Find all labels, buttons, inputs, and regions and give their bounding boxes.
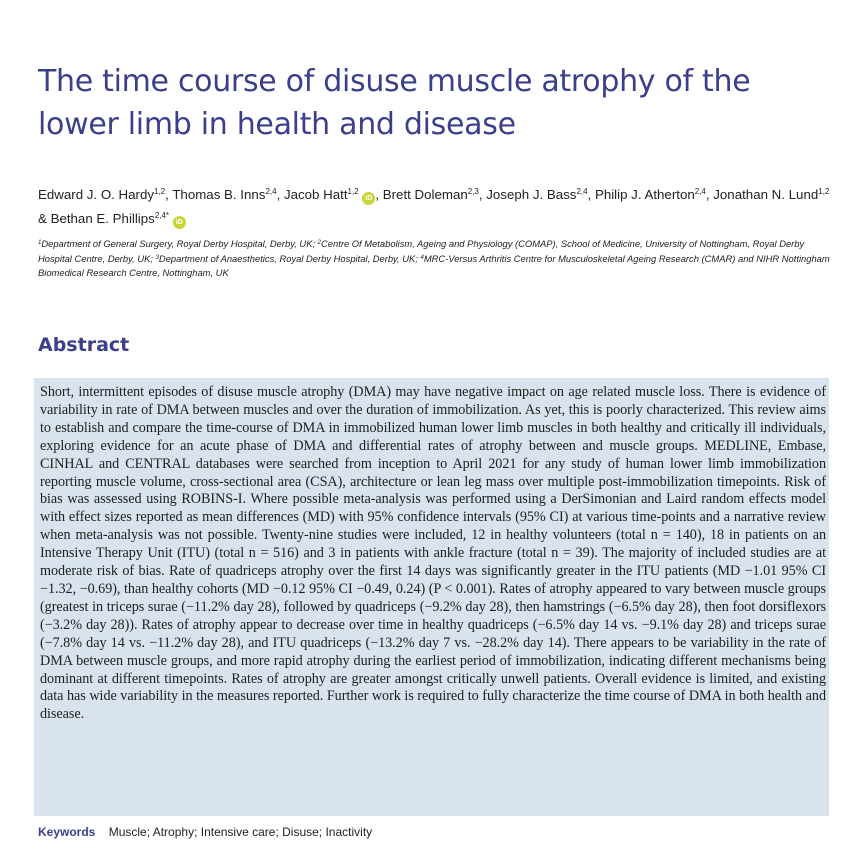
author-affiliation-mark: 2,4* xyxy=(154,211,170,220)
author-affiliation-mark: 2,4 xyxy=(576,187,588,196)
author-name[interactable]: Joseph J. Bass xyxy=(486,187,577,202)
author-name[interactable]: Thomas B. Inns xyxy=(172,187,266,202)
affiliation-number: 3 xyxy=(155,255,159,261)
affiliation-text: Department of Anaesthetics, Royal Derby Hospital, Derby, UK; xyxy=(158,253,421,264)
author-name[interactable]: Bethan E. Phillips xyxy=(50,211,155,226)
orcid-icon[interactable]: iD xyxy=(362,192,375,205)
author-affiliation-mark: 1,2 xyxy=(818,187,830,196)
author-name[interactable]: Brett Doleman xyxy=(382,187,468,202)
author-affiliation-mark: 1,2 xyxy=(154,187,166,196)
affiliation-number: 4 xyxy=(420,255,424,261)
keywords-list: Muscle; Atrophy; Intensive care; Disuse; Inactivity xyxy=(108,825,373,839)
keywords-label: Keywords xyxy=(38,825,96,839)
orcid-icon[interactable]: iD xyxy=(173,216,186,229)
author-name[interactable]: Edward J. O. Hardy xyxy=(38,187,155,202)
author-affiliation-mark: 2,4 xyxy=(265,187,277,196)
author-affiliation-mark: 1,2 xyxy=(347,187,359,196)
abstract-text: Short, intermittent episodes of disuse muscle atrophy (DMA) may have negative impact on age related muscle loss. There is evidence of variability in rate of DMA between muscles and over the duration of immobilization. As yet, this is poorly characterized. This review aims to establish and compare the time-course of DMA in immobilized human lower limb muscles in both healthy and critically ill individuals, exploring evidence for an acute phase of DMA and differential rates of atrophy between and muscle groups. MEDLINE, Embase, CINHAL and CENTRAL databases were searched from inception to April 2021 for any study of human lower limb immobilization reporting muscle volume, cross-sectional area (CSA), architecture or lean leg mass over multiple post-immobilization timepoints. Risk of bias was assessed using ROBINS-I. Where possible meta-analysis was performed using a DerSimonian and Laird random effects model with effect sizes reported as mean differences (MD) with 95% confidence intervals (95% CI) at various time-points and a narrative review when meta-analysis was not possible. Twenty-nine studies were included, 12 in healthy volunteers (total n = 140), 18 in patients on an Intensive Therapy Unit (ITU) (total n = 516) and 3 in patients with ankle fracture (total n = 39). The majority of included studies are at moderate risk of bias. Rate of quadriceps atrophy over the first 14 days was significantly greater in the ITU patients (MD −1.01 95% CI −1.32, −0.69), than healthy cohorts (MD −0.12 95% CI −0.49, 0.24) (P < 0.001). Rates of atrophy appeared to vary between muscle groups (greatest in triceps surae (−11.2% day 28), followed by quadriceps (−9.2% day 28), then hamstrings (−6.5% day 28), then foot dorsiflexors (−3.2% day 28)). Rates of atrophy appear to decrease over time in healthy quadriceps (−6.5% day 14 vs. −9.1% day 28) and triceps surae (−7.8% day 14 vs. −11.2% day 28), and ITU quadriceps (−13.2% day 7 vs. −28.2% day 14). There appears to be variability in the rate of DMA between muscle groups, and more rapid atrophy during the earliest period of immobilization, indicating different mechanisms being dominant at different timepoints. Rates of atrophy are greater amongst critically unwell patients. Overall evidence is limited, and existing data has wide variability in the measures reported. Further work is required to fully characterize the time course of DMA in both health and disease. xyxy=(40,384,826,723)
author-affiliation-mark: 2,4 xyxy=(694,187,706,196)
keywords-line xyxy=(38,825,838,839)
affiliation-text: Department of General Surgery, Royal Derby Hospital, Derby, UK; xyxy=(41,238,318,249)
affiliation-text: Centre Of Metabolism, Ageing and Physiology (COMAP), School of Medicine, University of Nottingham, Royal Derby Hospital Centre, Derby, UK; xyxy=(38,238,805,264)
affiliation-text: MRC-Versus Arthritis Centre for Musculoskeletal Ageing Research (CMAR) and NIHR Nottingham Biomedical Research Centre, Nottingham, UK xyxy=(38,253,830,278)
affiliation-number: 2 xyxy=(317,240,322,246)
affiliation-number: 1 xyxy=(38,240,42,246)
author-name[interactable]: Jacob Hatt xyxy=(283,187,348,202)
paper-title: The time course of disuse muscle atrophy of the lower limb in health and disease xyxy=(38,64,751,143)
abstract-heading: Abstract xyxy=(38,334,130,356)
author-name[interactable]: Jonathan N. Lund xyxy=(713,187,819,202)
author-list: Edward J. O. Hardy$^{1,2}$, Thomas B. Inns$^{2,4}$, Jacob Hatt$^{1,2}$ iD , Brett Doleman$^{2,3}$, Joseph J. Bass$^{2,4}$, Philip J. Atherton$^{2,4}$, Jonathan N. Lund$^{1,2}$ & Bethan E. Phillips$^{2,4*}$ iD xyxy=(38,181,838,229)
author-affiliation-mark: 2,3 xyxy=(467,187,479,196)
author-name[interactable]: Philip J. Atherton xyxy=(594,187,695,202)
affiliations xyxy=(38,236,838,280)
